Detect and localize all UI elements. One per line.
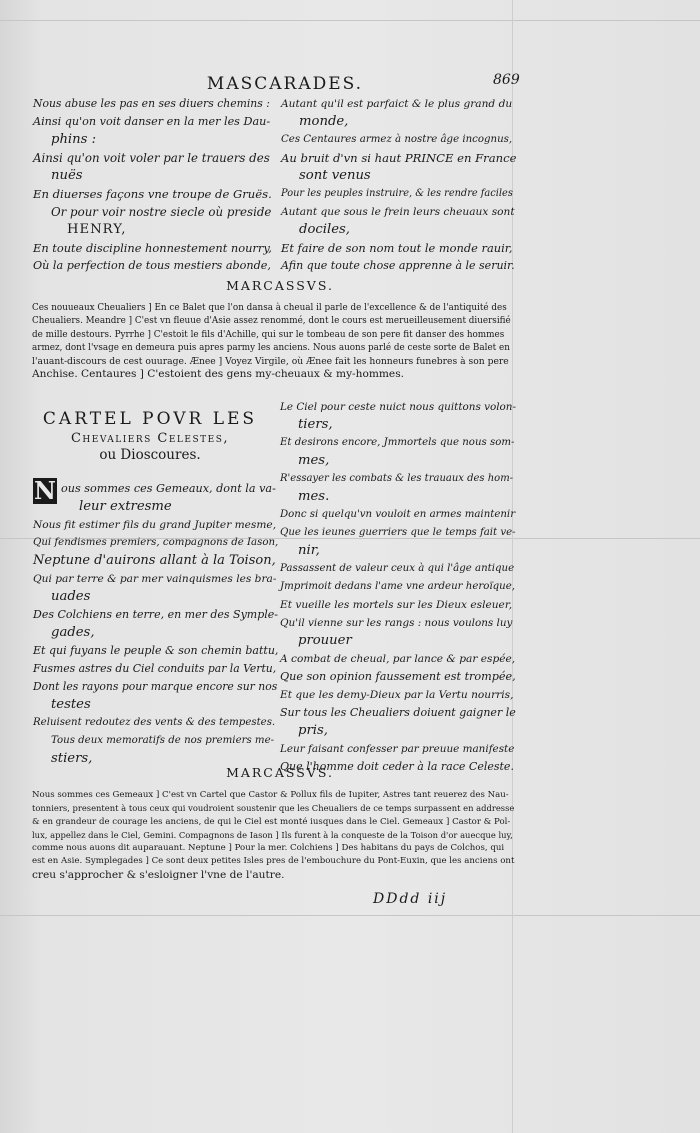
section-title: MARCASSVS. bbox=[226, 765, 334, 780]
verse-line: stiers, bbox=[51, 751, 93, 766]
verse-line: En toute discipline honnestement nourry, bbox=[33, 241, 272, 255]
verse-line: Or pour voir nostre siecle où preside bbox=[51, 205, 272, 219]
verse-line: A combat de cheual, par lance & par espée, bbox=[280, 653, 516, 665]
verse-line: Et que les demy-Dieux par la Vertu nourris, bbox=[280, 689, 514, 701]
verse-line: nir, bbox=[298, 543, 320, 558]
verse-line: Pour les peuples instruire, & les rendre faciles bbox=[281, 188, 513, 199]
verse-line: Neptune d'auirons allant à la Toison, bbox=[33, 553, 276, 568]
verse-line: Que les ieunes guerriers que le temps fait ve- bbox=[280, 527, 516, 538]
verse-line: Et vueille les mortels sur les Dieux esleuer, bbox=[280, 599, 513, 611]
note-line: est en Asie. Symplegades ] Ce sont deux petites Isles pres de l'embouchure du Pont-Euxin, que les anciens ont bbox=[32, 856, 515, 867]
verse-line: Nous fit estimer fils du grand Jupiter mesme, bbox=[33, 519, 277, 531]
verse-line: tiers, bbox=[298, 417, 333, 432]
verse-line: Et desirons encore, Jmmortels que nous som- bbox=[280, 437, 515, 448]
verse-line: mes. bbox=[298, 489, 330, 504]
verse-line: R'essayer les combats & les trauaux des hom- bbox=[280, 473, 514, 484]
verse-line: Au bruit d'vn si haut PRINCE en France bbox=[281, 151, 517, 165]
signature-mark: DDdd iij bbox=[373, 891, 448, 907]
commentary-notes bbox=[32, 789, 514, 882]
note-line: de mille destours. Pyrrhe ] C'estoit le fils d'Achille, qui sur le tombeau de son pere fit danser des hommes bbox=[32, 329, 505, 340]
verse-line: mes, bbox=[298, 453, 330, 468]
right-poem bbox=[280, 398, 516, 776]
note-line: armez, dont l'vsage en demeura puis apres parmy les anciens. Nous auons parlé de ceste sorte de Balet en bbox=[32, 342, 510, 353]
verse-line: Qui par terre & par mer vainquismes les bra- bbox=[33, 573, 277, 585]
verse-line: Qui fendismes premiers, compagnons de Iason, bbox=[33, 537, 279, 548]
verse-line: testes bbox=[51, 697, 91, 712]
verse-line: Jmprimoit dedans l'ame vne ardeur heroïque, bbox=[280, 581, 515, 592]
top-right-verse bbox=[281, 95, 516, 275]
verse-line: Ces Centaures armez à nostre âge incognus, bbox=[281, 134, 513, 145]
running-head: MASCARADES. bbox=[206, 74, 364, 94]
verse-line: Fusmes astres du Ciel conduits par la Vertu, bbox=[33, 662, 277, 675]
cartel-title-line: Chevaliers Celestes, bbox=[70, 431, 230, 446]
verse-line: Que l'homme doit ceder à la race Celeste. bbox=[280, 760, 514, 773]
note-line: Anchise. Centaures ] C'estoient des gens my-cheuaux & my-hommes. bbox=[32, 368, 404, 381]
cartel-title-line: ou Dioscoures. bbox=[99, 447, 201, 463]
note-line: tonniers, presentent à tous ceux qui voudroient soustenir que les Cheualiers de ce temps surpassent en addresse bbox=[32, 803, 515, 814]
verse-line: Tous deux memoratifs de nos premiers me- bbox=[51, 735, 275, 746]
left-poem bbox=[33, 476, 279, 768]
fold-line bbox=[0, 20, 700, 21]
verse-line: Autant que sous le frein leurs cheuaux sont bbox=[281, 206, 515, 218]
verse-line: leur extresme bbox=[79, 499, 172, 514]
verse-line: Sur tous les Cheualiers doiuent gaigner le bbox=[280, 706, 516, 719]
verse-line: Qu'il vienne sur les rangs : nous voulons luy bbox=[280, 617, 513, 629]
note-line: creu s'approcher & s'esloigner l'vne de l'autre. bbox=[32, 868, 285, 881]
verse-line: Des Colchiens en terre, en mer des Symple- bbox=[33, 608, 279, 621]
verse-line: sont venus bbox=[299, 168, 371, 183]
verse-line: Nous abuse les pas en ses diuers chemins : bbox=[33, 97, 270, 110]
fold-line bbox=[0, 915, 700, 916]
section-title: MARCASSVS. bbox=[226, 278, 334, 293]
note-line: Cheualiers. Meandre ] C'est vn fleuue d'Asie assez renommé, dont le cours est merueilleusement diuersifié bbox=[32, 316, 511, 327]
verse-line: Autant qu'il est parfaict & le plus grand du bbox=[281, 98, 513, 110]
verse-line: Et faire de son nom tout le monde rauir, bbox=[281, 241, 513, 255]
verse-line: Passassent de valeur ceux à qui l'âge antique bbox=[280, 563, 515, 574]
verse-line: monde, bbox=[299, 114, 349, 129]
page-number: 869 bbox=[493, 72, 520, 88]
note-line: Nous sommes ces Gemeaux ] C'est vn Cartel que Castor & Pollux fils de Iupiter, Astres tant reuerez des Nau- bbox=[32, 790, 509, 800]
note-line: lux, appellez dans le Ciel, Gemini. Compagnons de Iason ] Ils furent à la conqueste de la Toison d'or auecque luy, bbox=[32, 829, 513, 840]
drop-cap: N bbox=[34, 476, 56, 505]
verse-line: Reluisent redoutez des vents & des tempestes. bbox=[33, 717, 276, 728]
verse-line: gades, bbox=[51, 625, 95, 640]
verse-line: Ainsi qu'on voit voler par le trauers des bbox=[33, 151, 270, 165]
verse-line: Le Ciel pour ceste nuict nous quittons volon- bbox=[280, 401, 516, 413]
verse-line: dociles, bbox=[299, 222, 350, 237]
commentary-notes bbox=[32, 302, 514, 382]
cartel-title-line: CARTEL POVR LES bbox=[42, 409, 258, 429]
note-line: Ces nouueaux Cheualiers ] En ce Balet que l'on dansa à cheual il parle de l'excellence & de l'antiquité des bbox=[32, 303, 507, 313]
top-left-verse bbox=[33, 95, 273, 275]
verse-line: En diuerses façons vne troupe de Gruës. bbox=[33, 187, 272, 201]
verse-line: Dont les rayons pour marque encore sur nos bbox=[33, 680, 278, 693]
verse-line: Donc si quelqu'vn vouloit en armes maintenir bbox=[280, 509, 516, 520]
verse-line: Ainsi qu'on voit danser en la mer les Dau- bbox=[33, 115, 271, 128]
note-line: & en grandeur de courage les anciens, de qui le Ciel est monté iusques dans le Ciel. Gemeaux ] Castor & Pol- bbox=[32, 816, 511, 827]
verse-line: nuës bbox=[51, 168, 83, 183]
verse-line: Afin que toute chose apprenne à le seruir. bbox=[281, 259, 515, 272]
verse-line: HENRY, bbox=[67, 222, 127, 237]
verse-line: uades bbox=[51, 589, 91, 604]
verse-line: Que son opinion faussement est trompée, bbox=[280, 670, 516, 683]
note-line: comme nous auons dit auparauant. Neptune ] Pour la mer. Colchiens ] Des habitans du pays de Colchos, qui bbox=[32, 843, 505, 854]
verse-line: pris, bbox=[298, 723, 328, 738]
verse-line: Et qui fuyans le peuple & son chemin battu, bbox=[33, 644, 279, 657]
note-line: l'auant-discours de cest ouurage. Ænee ] Voyez Virgile, où Ænee fait les honneurs funebres à son pere bbox=[32, 356, 509, 368]
verse-line: Leur faisant confesser par preuue manifeste bbox=[280, 743, 515, 755]
verse-line: Où la perfection de tous mestiers abonde, bbox=[33, 259, 271, 272]
cartel-title bbox=[30, 409, 270, 463]
verse-line: ous sommes ces Gemeaux, dont la va- bbox=[61, 482, 276, 495]
verse-line: phins : bbox=[51, 132, 97, 147]
verse-line: prouuer bbox=[298, 633, 352, 648]
